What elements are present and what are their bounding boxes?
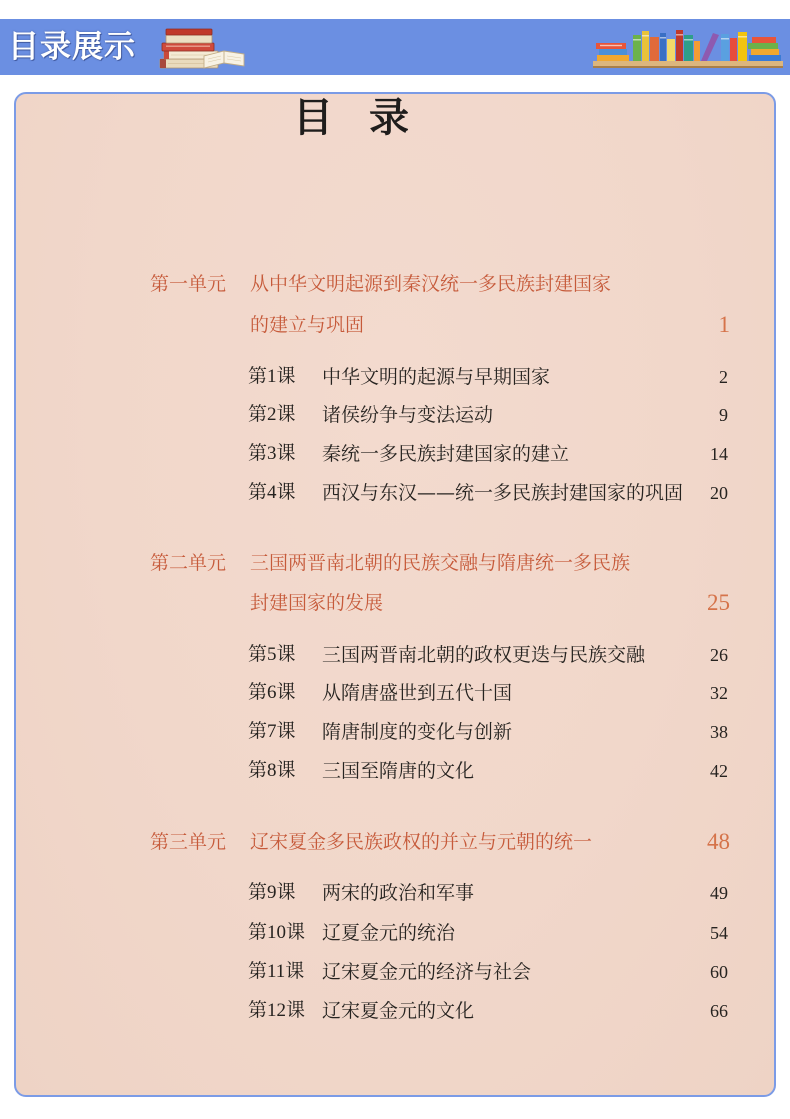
lesson-page-number: 2 [719, 367, 728, 387]
lesson-title: 从隋唐盛世到五代十国 [322, 682, 513, 704]
lesson-label: 第11课 [248, 961, 305, 982]
lesson-title: 三国至隋唐的文化 [322, 760, 475, 782]
unit-heading-row [16, 312, 774, 338]
unit-page-number: 25 [707, 590, 730, 615]
lesson-page-number: 38 [710, 722, 728, 742]
lesson-label: 第10课 [248, 922, 306, 943]
lesson-title: 隋唐制度的变化与创新 [322, 721, 513, 743]
lesson-page-number: 9 [719, 405, 728, 425]
unit-label: 第二单元 [150, 552, 227, 574]
lesson-row [16, 998, 774, 1024]
lesson-row [16, 680, 774, 706]
lesson-label: 第7课 [248, 721, 296, 742]
lesson-page-number: 42 [710, 761, 728, 781]
lesson-page-number: 66 [710, 1001, 728, 1021]
unit-title-continued: 封建国家的发展 [250, 592, 384, 614]
lesson-row [16, 364, 774, 390]
lesson-label: 第1课 [248, 366, 296, 387]
toc-heading: 目录 [293, 95, 445, 141]
lesson-label: 第3课 [248, 443, 296, 464]
lesson-title: 辽夏金元的统治 [322, 922, 456, 944]
lesson-row [16, 959, 774, 985]
unit-title: 从中华文明起源到秦汉统一多民族封建国家 [250, 273, 612, 295]
lesson-row [16, 920, 774, 946]
lesson-title: 辽宋夏金元的经济与社会 [322, 961, 532, 983]
lesson-row [16, 880, 774, 906]
lesson-title: 辽宋夏金元的文化 [322, 1000, 475, 1022]
lesson-row [16, 719, 774, 745]
toc-panel [14, 92, 776, 1097]
lesson-row [16, 758, 774, 784]
unit-title: 三国两晋南北朝的民族交融与隋唐统一多民族 [250, 552, 631, 574]
lesson-title: 两宋的政治和军事 [322, 882, 475, 904]
lesson-label: 第9课 [248, 882, 296, 903]
unit-page-number: 48 [707, 829, 730, 854]
lesson-page-number: 60 [710, 962, 728, 982]
unit-label: 第一单元 [150, 273, 227, 295]
banner-title: 目录展示 [8, 29, 136, 65]
lesson-title: 秦统一多民族封建国家的建立 [322, 443, 570, 465]
lesson-page-number: 20 [710, 483, 728, 503]
unit-heading-row [16, 271, 774, 297]
lesson-page-number: 54 [710, 923, 728, 943]
lesson-label: 第6课 [248, 682, 296, 703]
lesson-row [16, 402, 774, 428]
unit-title: 辽宋夏金多民族政权的并立与元朝的统一 [250, 831, 593, 853]
lesson-title: 诸侯纷争与变法运动 [322, 404, 494, 426]
lesson-label: 第2课 [248, 404, 296, 425]
lesson-page-number: 32 [710, 683, 728, 703]
unit-heading-row [16, 590, 774, 616]
lesson-label: 第4课 [248, 482, 296, 503]
unit-page-number: 1 [718, 312, 730, 337]
lesson-page-number: 49 [710, 883, 728, 903]
unit-label: 第三单元 [150, 831, 227, 853]
lesson-label: 第12课 [248, 1000, 306, 1021]
lesson-page-number: 14 [710, 444, 728, 464]
lesson-row [16, 480, 774, 506]
unit-heading-row [16, 829, 774, 855]
lesson-title: 中华文明的起源与早期国家 [322, 366, 551, 388]
unit-title-continued: 的建立与巩固 [250, 314, 365, 336]
bookshelf-icon [593, 23, 783, 71]
banner [0, 19, 790, 75]
lesson-row [16, 441, 774, 467]
unit-heading-row [16, 550, 774, 576]
lesson-label: 第5课 [248, 644, 296, 665]
lesson-row [16, 642, 774, 668]
lesson-title: 西汉与东汉——统一多民族封建国家的巩固 [322, 482, 684, 504]
lesson-title: 三国两晋南北朝的政权更迭与民族交融 [322, 644, 646, 666]
lesson-label: 第8课 [248, 760, 296, 781]
lesson-page-number: 26 [710, 645, 728, 665]
book-stack-icon [158, 22, 248, 72]
